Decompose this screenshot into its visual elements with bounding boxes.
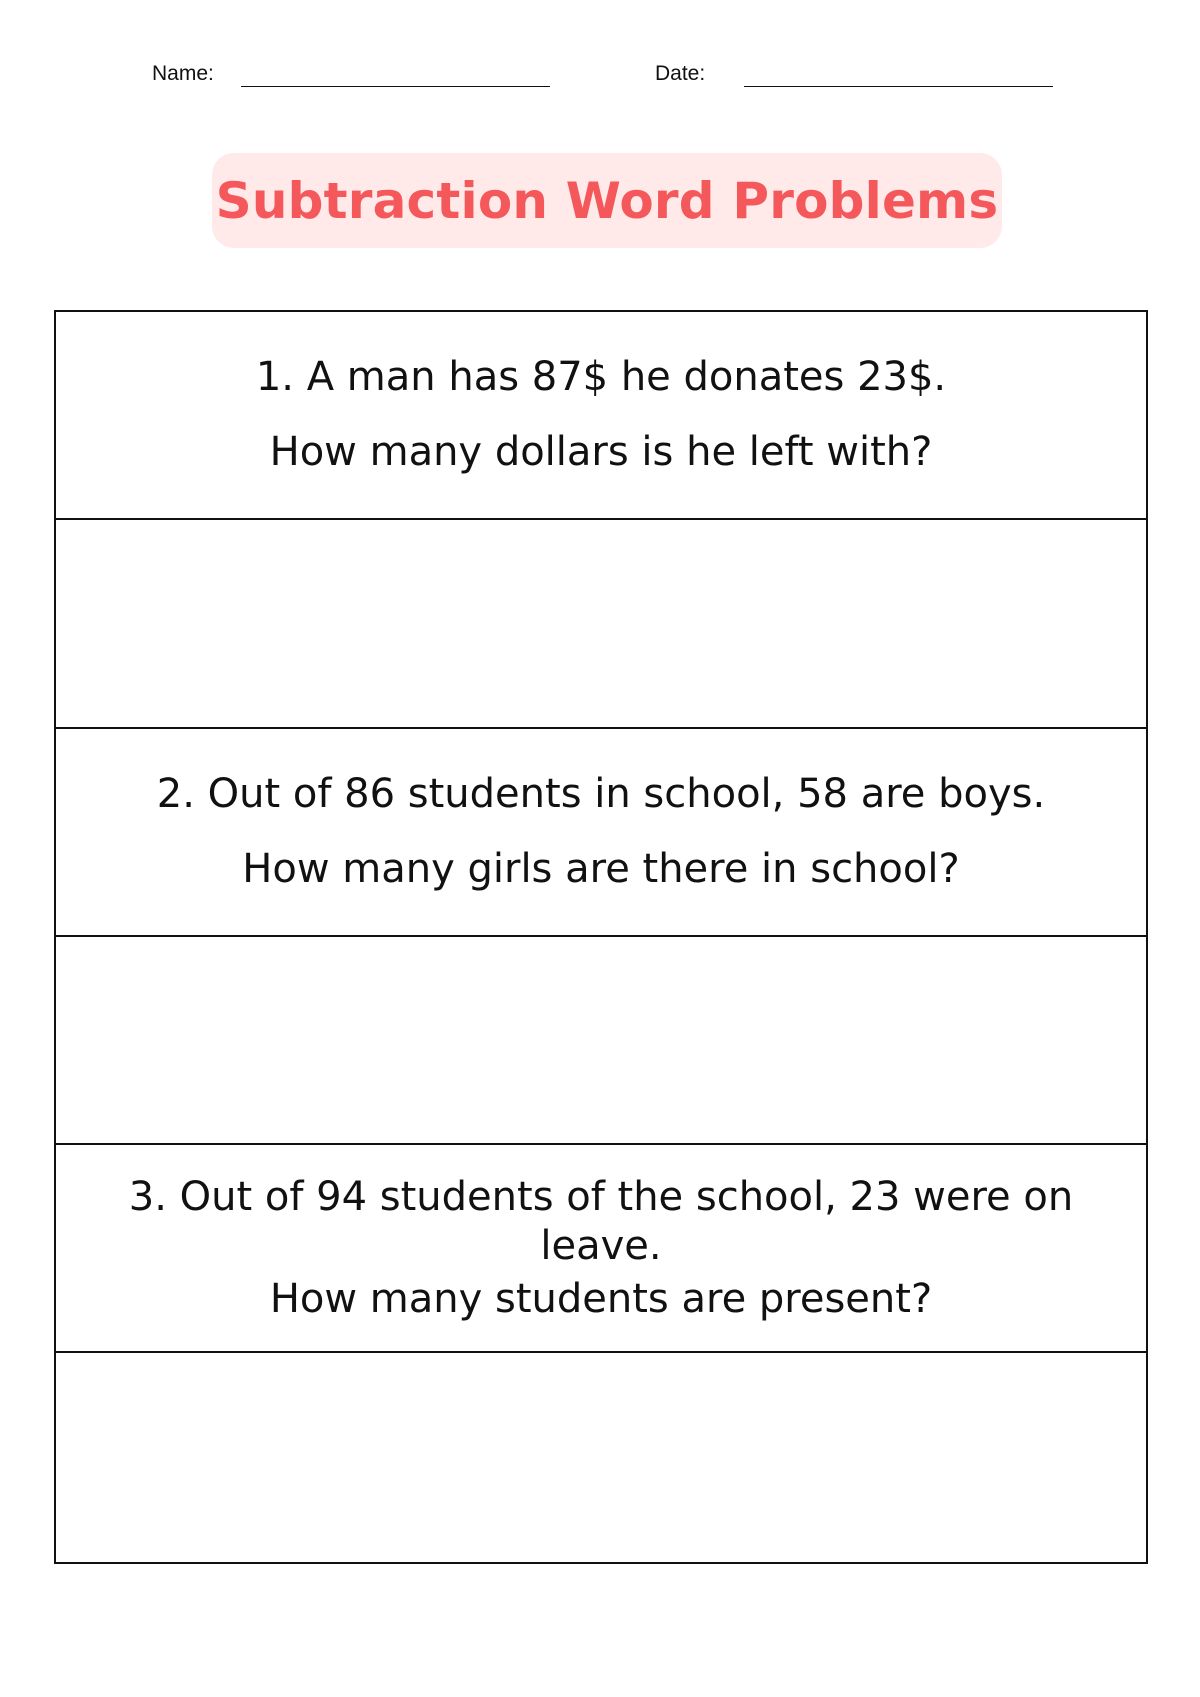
answer-cell-1[interactable] <box>56 520 1146 728</box>
title-banner <box>212 153 1002 248</box>
problem-2-question: How many girls are there in school? <box>242 845 960 892</box>
problem-2-statement: 2. Out of 86 students in school, 58 are boys. <box>156 770 1046 817</box>
page-title: Subtraction Word Problems <box>215 171 999 230</box>
problem-3-statement: 3. Out of 94 students of the school, 23 were on leave. <box>128 1174 1074 1269</box>
answer-cell-3[interactable] <box>56 1353 1146 1561</box>
header-row <box>0 62 1200 92</box>
problem-1-statement: 1. A man has 87$ he donates 23$. <box>255 354 947 401</box>
problem-1-question: How many dollars is he left with? <box>269 429 933 476</box>
worksheet-table <box>54 310 1148 1564</box>
problem-cell-3 <box>56 1145 1146 1353</box>
problem-3-question: How many students are present? <box>269 1275 933 1322</box>
date-field-line[interactable] <box>744 86 1053 87</box>
problem-cell-2 <box>56 729 1146 937</box>
name-label: Name: <box>152 62 214 85</box>
name-field-line[interactable] <box>241 86 550 87</box>
date-label: Date: <box>655 62 706 85</box>
answer-cell-2[interactable] <box>56 937 1146 1145</box>
problem-cell-1 <box>56 312 1146 520</box>
